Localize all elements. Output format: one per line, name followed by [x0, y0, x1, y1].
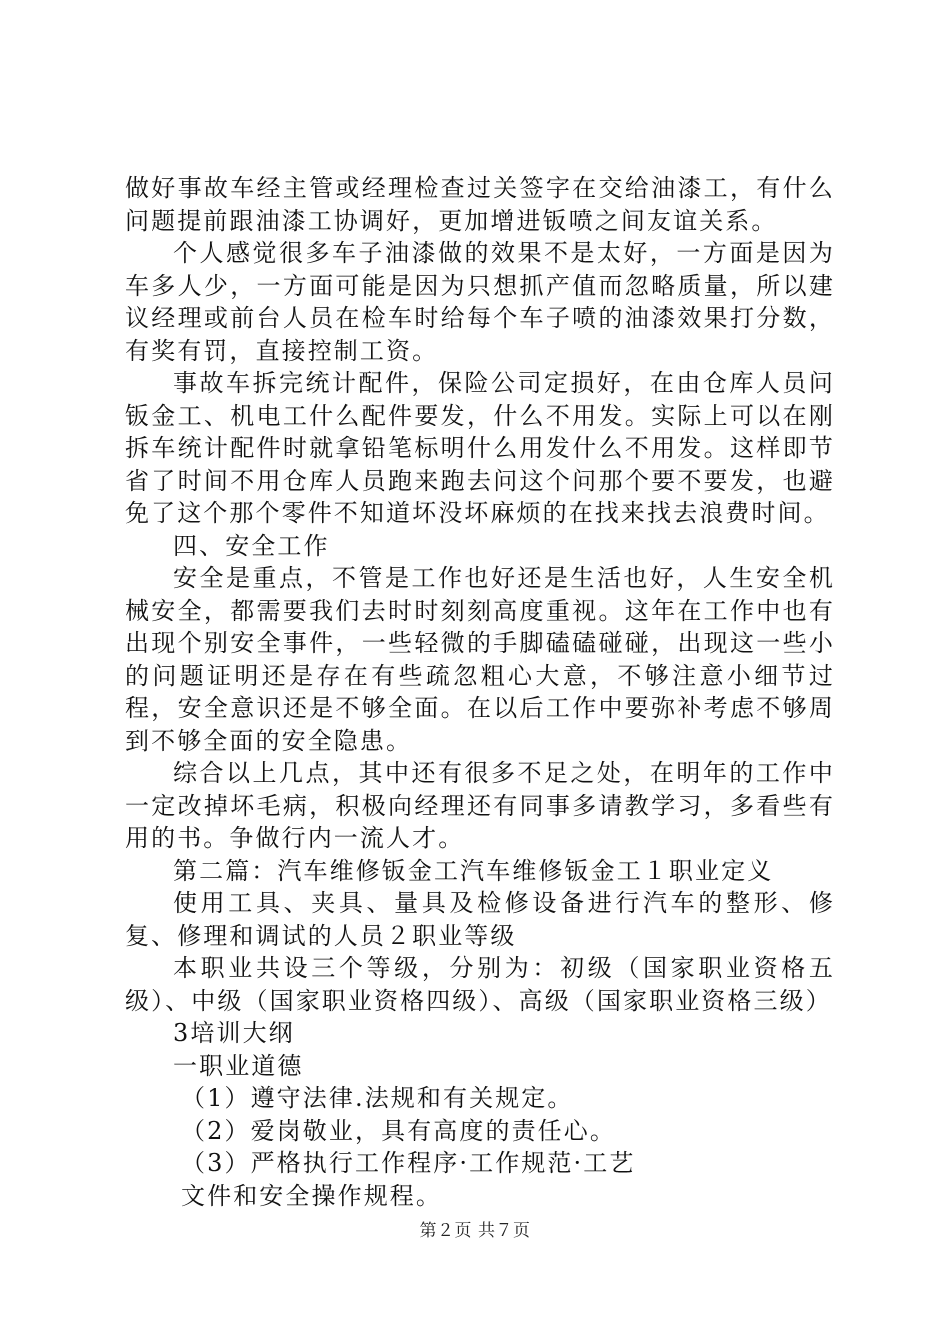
heading-professional-ethics: 一职业道德	[173, 1051, 304, 1080]
section-heading-safety: 四、安全工作	[173, 531, 330, 560]
document-body	[125, 172, 835, 1212]
paragraph-job-levels: 本职业共设三个等级，分别为：初级（国家职业资格五级）、中级（国家职业资格四级）、高级（国家职业资格三级）	[125, 954, 835, 1015]
page-number-footer: 第２页 共７页	[419, 1221, 531, 1241]
list-item-1: （1）遵守法律.法规和有关规定。	[181, 1084, 574, 1112]
paragraph-job-definition: 使用工具、夹具、量具及检修设备进行汽车的整形、修复、修理和调试的人员２职业等级	[125, 889, 835, 950]
list-item-3: （3）严格执行工作程序·工作规范·工艺	[181, 1149, 636, 1177]
paragraph-safety: 安全是重点，不管是工作也好还是生活也好，人生安全机械安全，都需要我们去时时刻刻高度重视。这年在工作中也有出现个别安全事件，一些轻微的手脚磕磕碰碰，出现这一些小的问题证明还是存在有些疏忽粗心大意，不够注意小细节过程，安全意识还是不够全面。在以后工作中要弥补考虑不够周到不够全面的安全隐患。	[125, 564, 835, 755]
list-item-3-continuation: 文件和安全操作规程。	[181, 1181, 442, 1210]
paragraph-parts-statistics: 事故车拆完统计配件，保险公司定损好，在由仓库人员问钣金工、机电工什么配件要发，什么不用发。实际上可以在刚拆车统计配件时就拿铅笔标明什么用发什么不用发。这样即节省了时间不用仓库人员跑来跑去问这个问那个要不要发，也避免了这个那个零件不知道坏没坏麻烦的在找来找去浪费时间。	[125, 369, 835, 527]
paragraph-summary: 综合以上几点，其中还有很多不足之处，在明年的工作中一定改掉坏毛病，积极向经理还有同事多请教学习，多看些有用的书。争做行内一流人才。	[125, 759, 835, 852]
paragraph-continuation: 做好事故车经主管或经理检查过关签字在交给油漆工，有什么问题提前跟油漆工协调好，更加增进钣喷之间友谊关系。	[125, 174, 835, 235]
paragraph-paint-quality: 个人感觉很多车子油漆做的效果不是太好，一方面是因为车多人少，一方面可能是因为只想抓产值而忽略质量，所以建议经理或前台人员在检车时给每个车子喷的油漆效果打分数，有奖有罚，直接控制工资。	[125, 239, 835, 365]
list-item-2: （2）爱岗敬业，具有高度的责任心。	[181, 1116, 616, 1145]
section-heading-second-article: 第二篇：汽车维修钣金工汽车维修钣金工１职业定义	[173, 856, 774, 885]
heading-training-outline: 3培训大纲	[173, 1019, 295, 1047]
